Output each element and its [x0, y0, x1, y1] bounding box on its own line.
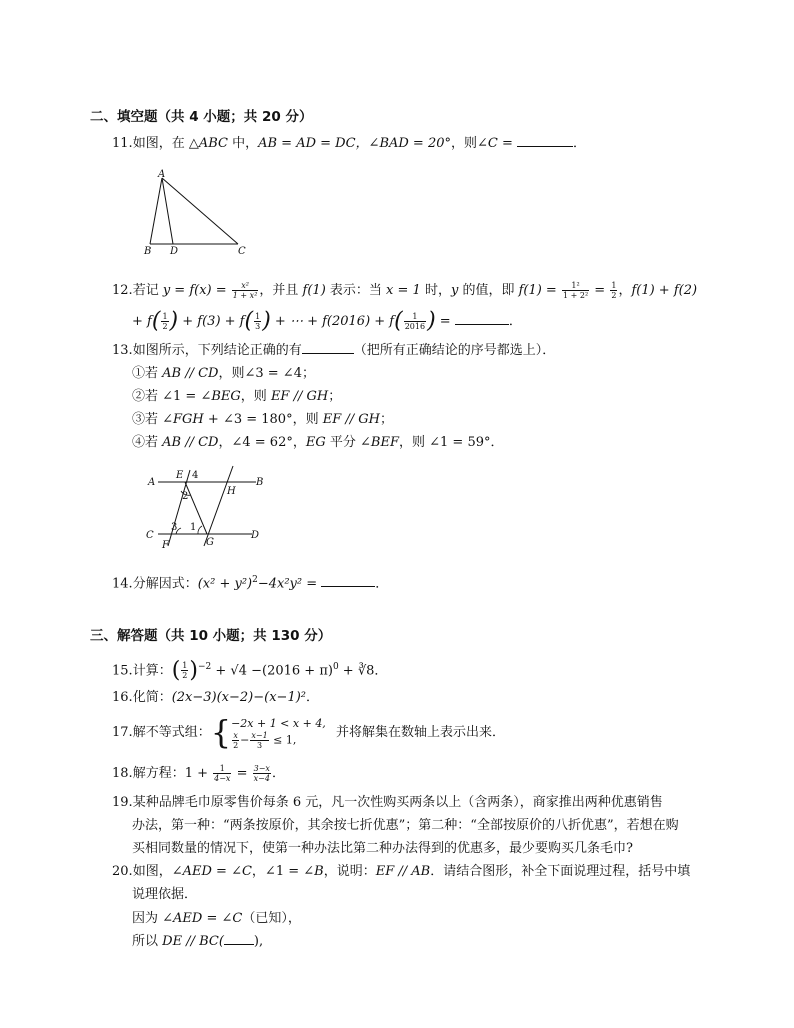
q16-text: 化简： — [132, 690, 172, 705]
q11-condition: AB = AD = DC，∠BAD = 20° — [258, 136, 452, 151]
q12-frac3-num: 1 — [611, 281, 617, 290]
q20-angle: B — [314, 864, 324, 879]
question-19-line-3: 买相同数量的情况下，使第一种办法比第二种办法得到的优惠多，最少要购买几条毛巾? — [132, 841, 633, 856]
q13-c1-text: ，则∠3 = ∠4； — [218, 366, 315, 381]
q13-label-a: A — [148, 477, 156, 488]
q18-end: ． — [271, 766, 285, 781]
q12-eq: = — [590, 283, 606, 298]
q18-f2-den: x−4 — [253, 774, 270, 783]
q12-x1: x = 1 — [386, 283, 421, 298]
q15-paren: ( — [171, 657, 181, 683]
q11-angle: C — [487, 136, 498, 151]
q12-function: y = f(x) = — [162, 283, 227, 298]
q14-number: 14. — [112, 576, 133, 592]
q14-text: 分解因式： — [132, 576, 198, 592]
question-20-line-1 — [112, 863, 690, 881]
q15-number: 15. — [112, 663, 133, 679]
q13-label-c: C — [146, 530, 154, 541]
q18-text: 解方程： — [132, 766, 185, 781]
question-12-line-1 — [112, 280, 697, 302]
q15-text: 计算： — [132, 663, 172, 679]
q13-number: 13. — [112, 343, 133, 358]
q17-inequality-1: −2x + 1 < x + 4, — [231, 716, 326, 730]
q20-angle: C — [241, 864, 252, 879]
q13-c2-angle: BEG — [211, 389, 241, 404]
q13-c3-angle: FGH — [173, 412, 204, 427]
q17-system — [231, 716, 326, 750]
question-19-line-2: 办法，第一种：“两条按原价，其余按七折优惠”；第二种：“全部按原价的八折优惠”，若想在购 — [132, 818, 679, 833]
q11-triangle: ABC — [198, 136, 228, 151]
q12-2016-den: 2016 — [404, 322, 426, 331]
q20-text: ，∠1 = ∠ — [251, 864, 315, 879]
q15-expression: + √4 −(2016 + π) — [211, 663, 333, 679]
q13-answer-blank[interactable] — [302, 353, 354, 354]
q20-number: 20. — [112, 864, 133, 879]
q13-label-b: B — [256, 477, 264, 488]
q17-f1-num: x — [233, 730, 238, 740]
q11-text: = — [497, 136, 513, 151]
q16-expression: (2x−3)(x−2)−(x−1)² — [171, 690, 306, 705]
q12-frac-num: x² — [232, 281, 259, 291]
q17-text: 解不等式组： — [132, 725, 211, 740]
q12-half-den: 2 — [162, 322, 168, 331]
q12-text: 时， — [420, 283, 451, 298]
q12-text: ， — [618, 283, 632, 298]
q13-label-e: E — [176, 470, 184, 481]
q13-line-ef — [168, 470, 190, 546]
question-20-line-4 — [132, 933, 263, 951]
q16-number: 16. — [112, 690, 133, 705]
q20-reason-blank[interactable] — [224, 944, 254, 945]
q13-text: （把所有正确结论的序号都选上）． — [353, 343, 556, 358]
q13-angle-1-arc — [198, 526, 202, 534]
q12-y: y — [450, 283, 459, 298]
q12-third-num: 1 — [255, 312, 261, 321]
q11-answer-blank[interactable] — [517, 146, 573, 147]
question-17 — [112, 713, 505, 753]
q12-third-den: 3 — [255, 322, 261, 331]
question-20-line-3 — [132, 910, 301, 928]
q18-f2-num: 3−x — [253, 764, 270, 773]
q20-text: ，说明： — [323, 864, 376, 879]
q11-label-a: A — [158, 169, 166, 180]
q11-side-ad — [162, 178, 173, 244]
q13-c2-parallel: EF // GH — [270, 389, 329, 404]
q14-expression: −4x²y² = — [257, 576, 318, 592]
q12-term: + f — [132, 314, 152, 329]
q12-eq: = — [435, 314, 451, 329]
q11-label-d: D — [170, 246, 179, 257]
q11-side-ac — [162, 178, 238, 244]
q15-frac-den: 2 — [182, 671, 188, 681]
section-2-title: 二、填空题（共 4 小题；共 20 分） — [90, 109, 313, 125]
q15-frac-num: 1 — [182, 661, 188, 671]
q12-term: + f(3) + f — [182, 314, 245, 329]
q13-label-3: 3 — [171, 522, 178, 533]
question-19-line-1 — [112, 794, 663, 812]
section-3-title: 三、解答题（共 10 小题；共 130 分） — [90, 628, 332, 644]
q12-text: 的值，即 — [458, 283, 519, 298]
q18-number: 18. — [112, 766, 133, 781]
q12-f1-eq: f(1) = — [518, 283, 557, 298]
q13-c2-text: ，则 — [240, 389, 271, 404]
q13-c2-text: ； — [328, 389, 342, 404]
q20-text: （已知）， — [242, 911, 301, 926]
q15-expression: + ∛8． — [338, 663, 388, 679]
q13-c1-parallel: AB // CD — [162, 366, 219, 381]
q17-brace: { — [210, 713, 232, 752]
q17-frac-1 — [232, 731, 239, 750]
q11-text: ，则∠ — [451, 136, 488, 151]
q12-frac3-den: 2 — [611, 291, 617, 300]
q13-parallel-lines-figure — [140, 462, 280, 554]
q13-c3-parallel: EF // GH — [322, 412, 380, 427]
q12-frac2-num: 1² — [562, 281, 589, 291]
q12-text: 表示：当 — [325, 283, 387, 298]
q12-frac2-den: 1 + 2² — [562, 291, 589, 300]
question-13 — [112, 342, 555, 360]
q11-side-ab — [150, 178, 162, 244]
question-11 — [112, 135, 586, 153]
q20-text: 所以 — [132, 934, 163, 949]
q15-exponent-zero: 0 — [332, 662, 339, 672]
q20-text: = ∠ — [211, 864, 242, 879]
q12-fraction-2 — [562, 281, 589, 300]
question-15 — [112, 655, 388, 683]
q20-angle: AED — [182, 864, 212, 879]
q18-f1-num: 1 — [213, 764, 231, 774]
q12-fraction — [232, 281, 259, 300]
q13-label-1: 1 — [190, 522, 197, 533]
q20-angle: C — [232, 911, 243, 926]
q17-f1-den: 2 — [233, 740, 239, 750]
q13-c4-text: ④若 — [132, 435, 163, 450]
q11-number: 11. — [112, 136, 133, 151]
q12-paren: ( — [151, 308, 161, 334]
q12-frac-half — [161, 312, 168, 331]
q13-text: 如图所示，下列结论正确的有 — [132, 343, 302, 358]
q17-number: 17. — [112, 725, 133, 740]
question-14 — [112, 570, 388, 590]
q20-parallel: DE // BC( — [162, 934, 224, 949]
q12-term: + ⋯ + f(2016) + f — [274, 314, 395, 329]
q12-paren: ( — [244, 308, 254, 334]
q18-eq: = — [232, 766, 248, 781]
question-12-line-2 — [132, 308, 522, 334]
q17-inequality-2 — [231, 731, 326, 750]
question-16 — [112, 689, 319, 707]
q13-c3-text: + ∠3 = 180°，则 — [203, 412, 323, 427]
q13-c4-parallel: AB // CD — [162, 435, 219, 450]
question-18 — [112, 763, 285, 785]
q16-end: ． — [306, 690, 320, 705]
q13-choice-1 — [132, 365, 315, 383]
q19-number: 19. — [112, 795, 133, 810]
q13-choice-3 — [132, 411, 393, 429]
q11-label-c: C — [238, 246, 246, 257]
q13-c3-text: ； — [379, 412, 393, 427]
q17-minus: − — [240, 733, 250, 746]
q11-label-b: B — [144, 246, 152, 257]
q12-2016-num: 1 — [404, 312, 426, 322]
q13-c2-text: ②若 ∠1 = ∠ — [132, 389, 212, 404]
q12-paren: ( — [394, 308, 403, 334]
q18-frac-2 — [253, 764, 271, 783]
question-20-line-2: 说理依据． — [132, 887, 198, 902]
q20-text: ), — [253, 934, 264, 949]
q12-half-num: 1 — [162, 312, 168, 321]
q13-c4-text: 平分 ∠ — [325, 435, 371, 450]
q15-exponent: −2 — [197, 662, 212, 672]
q14-exponent: 2 — [252, 575, 258, 585]
q12-number: 12. — [112, 283, 133, 298]
q20-text: = ∠ — [202, 911, 233, 926]
q11-text: 中， — [227, 136, 259, 151]
q14-answer-blank[interactable] — [321, 586, 375, 587]
q13-choice-4 — [132, 434, 503, 452]
q12-frac-third — [254, 312, 261, 331]
q20-text: ．请结合图形，补全下面说理过程，括号中填 — [430, 864, 691, 879]
q13-label-2: 2 — [182, 491, 189, 502]
q11-end: ． — [573, 136, 587, 151]
q18-frac-1 — [213, 764, 231, 783]
q12-paren: ) — [262, 308, 271, 334]
q20-parallel: EF // AB — [375, 864, 431, 879]
q12-answer-blank[interactable] — [455, 324, 509, 325]
q12-f1: f(1) — [302, 283, 326, 298]
q12-paren: ) — [427, 308, 436, 334]
q13-c4-text: ，∠4 = 62°， — [218, 435, 306, 450]
q13-c4-angle: BEF — [370, 435, 399, 450]
q17-f2-den: 3 — [256, 740, 263, 750]
q12-frac-2016 — [404, 312, 426, 331]
q11-text: 如图，在 △ — [132, 136, 199, 151]
q17-rest: ≤ 1, — [269, 733, 297, 746]
q13-c4-ray: EG — [305, 435, 326, 450]
q12-frac-den: 1 + x² — [232, 291, 258, 300]
q13-choice-2 — [132, 388, 341, 406]
q12-end: ． — [508, 314, 522, 329]
q15-paren: ) — [189, 657, 198, 683]
q13-label-g: G — [206, 537, 214, 548]
q12-fraction-3 — [610, 281, 617, 300]
q14-end: ． — [375, 576, 389, 592]
q17-frac-2 — [250, 731, 268, 750]
q13-c4-text: ，则 ∠1 = 59°． — [398, 435, 504, 450]
q18-expression: 1 + — [184, 766, 208, 781]
q20-angle: AED — [173, 911, 203, 926]
q20-text: 因为 ∠ — [132, 911, 174, 926]
q19-text: 某种品牌毛巾原零售价每条 6 元，凡一次性购买两条以上（含两条），商家推出两种优惠销售 — [132, 795, 663, 810]
q11-triangle-figure — [140, 168, 250, 260]
q13-label-h: H — [227, 486, 236, 497]
q15-fraction — [181, 661, 188, 680]
q13-label-d: D — [251, 530, 260, 541]
q13-c3-text: ③若 ∠ — [132, 412, 174, 427]
q14-expression: (x² + y²) — [197, 576, 253, 592]
q13-label-f: F — [162, 540, 169, 551]
q17-text: 并将解集在数轴上表示出来． — [335, 725, 505, 740]
q13-c1-text: ①若 — [132, 366, 163, 381]
q20-text: 如图，∠ — [132, 864, 183, 879]
q12-sum-start: f(1) + f(2) — [631, 283, 698, 298]
q18-f1-den: 4−x — [214, 774, 231, 783]
q12-paren: ) — [169, 308, 179, 334]
q17-f2-num: x−1 — [251, 730, 268, 740]
q13-label-4: 4 — [192, 470, 199, 481]
q12-text: ，并且 — [259, 283, 303, 298]
q12-text: 若记 — [132, 283, 163, 298]
